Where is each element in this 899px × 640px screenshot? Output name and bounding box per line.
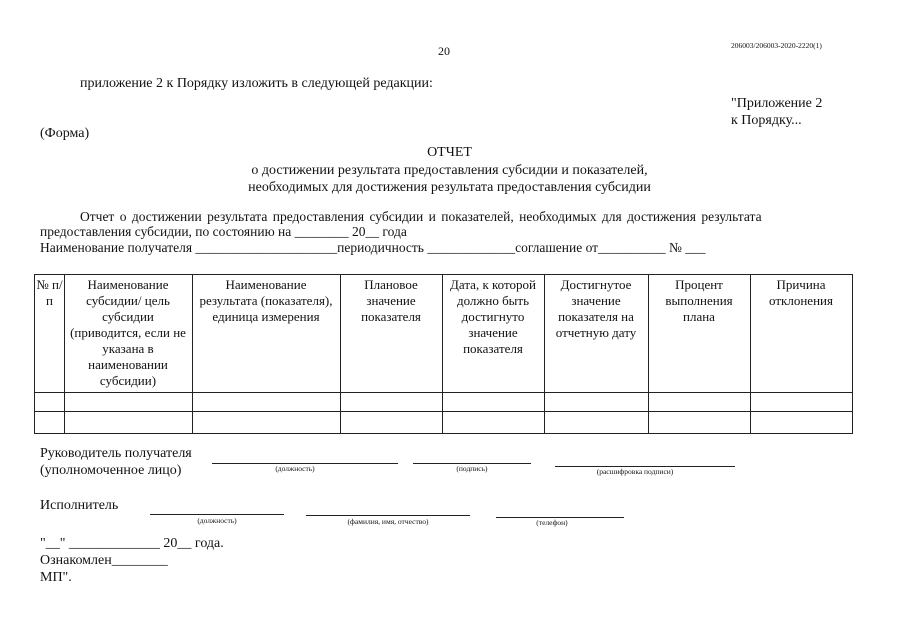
acquainted-line: Ознакомлен________ — [40, 553, 168, 568]
report-title: ОТЧЕТ — [427, 145, 472, 160]
table-header-target-date: Дата, к которой должно быть достигнуто значение показателя — [450, 277, 536, 356]
mp-stamp-label: МП". — [40, 570, 72, 585]
head-signature-caption: (подпись) — [456, 464, 488, 473]
table-header-plan-percent: Процент выполнения плана — [665, 277, 733, 324]
date-line: "__" _____________ 20__ года. — [40, 536, 224, 551]
table-header-achieved-value: Достигнутое значение показателя на отчетную дату — [555, 277, 637, 340]
table-header-planned-value: Плановое значение показателя — [361, 277, 421, 324]
executor-label: Исполнитель — [40, 498, 119, 513]
report-subtitle-line2: необходимых для достижения результата предоставления субсидии — [248, 180, 651, 195]
report-subtitle-line1: о достижении результата предоставления субсидии и показателей, — [251, 163, 648, 178]
table-row — [34, 392, 853, 411]
form-label: (Форма) — [40, 126, 90, 141]
table-header-deviation-reason: Причина отклонения — [769, 277, 833, 308]
exec-name-caption: (фамилия, имя, отчество) — [347, 517, 429, 526]
table-row — [34, 411, 853, 433]
head-label-line2: (уполномоченное лицо) — [40, 463, 182, 478]
report-paragraph-line2: предоставления субсидии, по состоянию на ________ 20__ года — [40, 224, 407, 239]
recipient-line: Наименование получателя _____________________периодичность _____________соглашение от__________ № ___ — [40, 240, 706, 255]
report-paragraph-line1: Отчет о достижении результата предоставления субсидии и показателей, необходимых для достижения результата — [80, 209, 762, 224]
exec-name-line — [306, 515, 470, 516]
document-code: 206003/206003-2020-2220(1) — [731, 41, 822, 50]
exec-phone-caption: (телефон) — [536, 518, 568, 527]
head-label-line1: Руководитель получателя — [40, 446, 192, 461]
head-decoding-caption: (расшифровка подписи) — [596, 467, 674, 476]
page-number: 20 — [438, 44, 450, 58]
head-position-caption: (должность) — [275, 464, 315, 473]
table-header-result-name: Наименование результата (показателя), единица измерения — [199, 277, 333, 324]
appendix-ref-line1: "Приложение 2 — [731, 96, 823, 111]
intro-line: приложение 2 к Порядку изложить в следующей редакции: — [80, 76, 433, 91]
report-table — [34, 274, 853, 434]
appendix-ref-line2: к Порядку... — [731, 113, 802, 128]
table-header-number: № п/п — [36, 277, 63, 308]
exec-position-caption: (должность) — [197, 516, 237, 525]
exec-position-line — [150, 514, 284, 515]
table-header-subsidy-name: Наименование субсидии/ цель субсидии (приводится, если не указана в наименовании субсидии) — [70, 277, 186, 388]
